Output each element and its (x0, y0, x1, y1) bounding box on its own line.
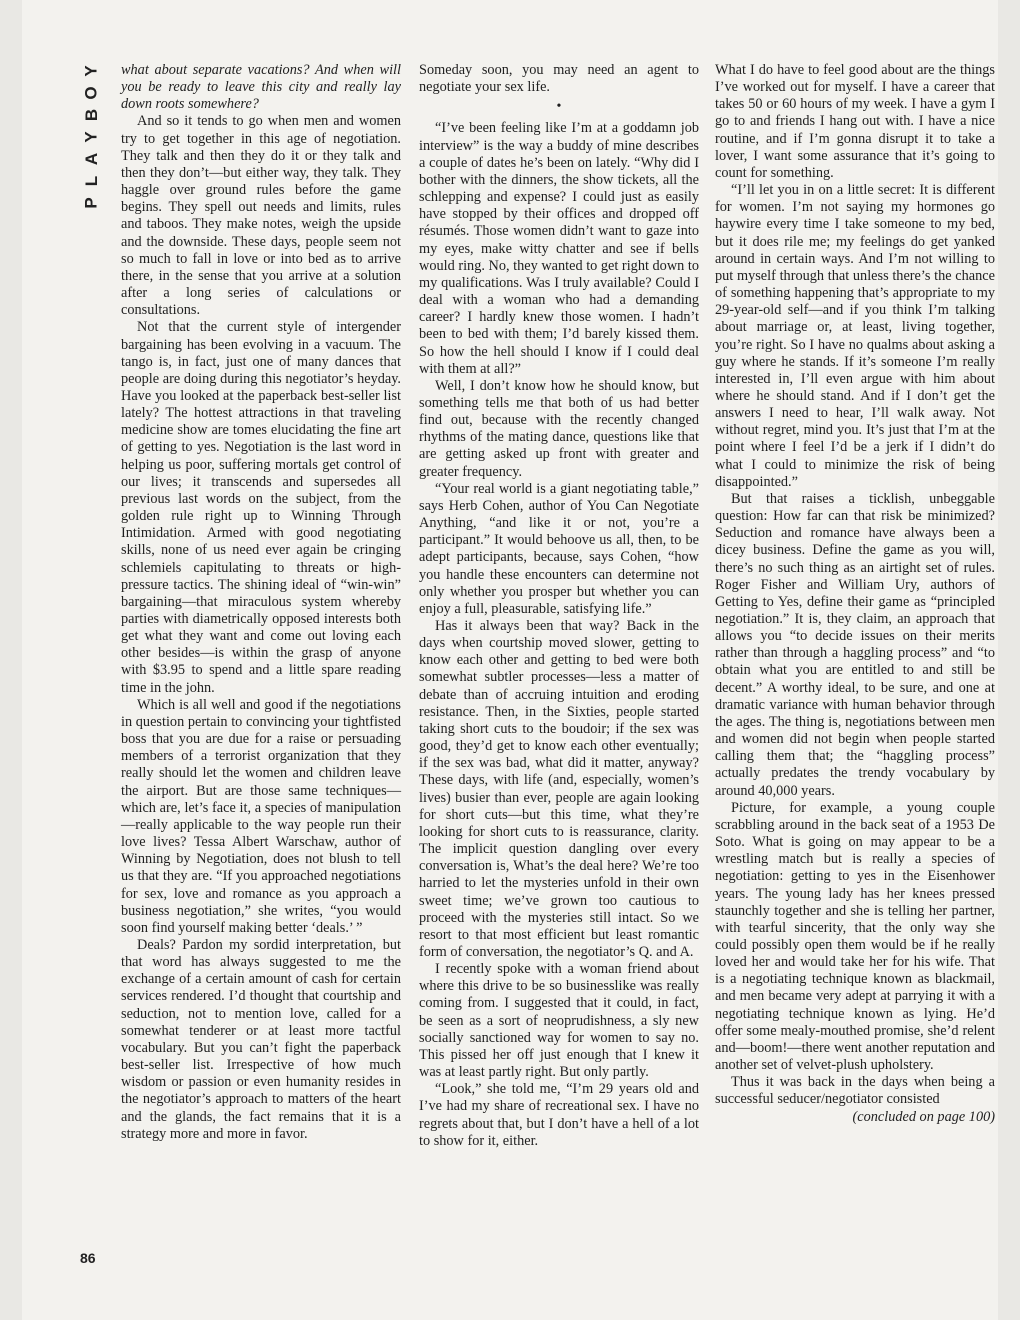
paragraph: Deals? Pardon my sordid interpretation, but that word has always suggested to me the exchange of a certain amount of cash for certain services rendered. I’d thought that courtship and seduction, not to mention love, called for a somewhat tenderer or at least more tactful vocabulary. But you can’t fight the paperback best-seller list. Irrespective of how much wisdom or passion or even humanity resides in the negotiator’s approach to matters of the heart and the glands, the fact remains that it is a strategy more and more in favor. (121, 936, 401, 1142)
masthead-letter: B (82, 108, 101, 122)
text-column-2 (419, 62, 699, 1150)
text-column-1 (121, 62, 401, 1143)
paragraph: Has it always been that way? Back in the days when courtship moved slower, getting to know each other and getting to bed were both somewhat subtler processes—less a matter of debate than of accruing intuition and eroding resistance. Then, in the Sixties, people started taking short cuts to the boudoir; if the sex was good, they’d get to know each other eventually; if the sex was bad, what did it matter, anyway? These days, with life (and, especially, women’s lives) busier than ever, people are again looking for short cuts—but this time, what they’re looking for short cuts to is reassurance, clarity. The implicit question dangling over every conversation is, What’s the deal here? We’re too harried to let the mysteries unfold in their own sweet time; we’ve grown too cautious to proceed with the mysteries still intact. So we resort to that most efficient but least romantic form of conversation, the negotiator’s Q. and A. (419, 618, 699, 960)
text-column-3 (715, 62, 995, 1126)
paragraph: I recently spoke with a woman friend about where this drive to be so businesslike was really coming from. I suggested that it could, in fact, be seen as a sort of neoprudishness, a sly new socially sanctioned way for women to say no. This pissed her off just enough that I knew it was at least partly right. But only partly. (419, 961, 699, 1081)
masthead-letter: Y (82, 65, 101, 77)
masthead-letter: O (81, 86, 101, 100)
page-number: 86 (80, 1250, 96, 1266)
paragraph: “I’ll let you in on a little secret: It is different for women. I’m not saying my hormones go haywire every time I take someone to my bed, but it does rile me; my feelings do get yanked around in certain ways. And I’m not willing to put myself through that unless there’s the chance of something happening that’s appropriate to my 29-year-old self—and if you think I’m talking about marriage or, at least, living together, you’re right. So I have no qualms about asking a guy where he stands. If it’s someone I’m really interested in, I’ll even argue with him about where he should stand. And if I don’t get the answers I need to hear, I’ll walk away. Not without regret, mind you. It’s just that I’m at the point where I feel I’d be a jerk if I didn’t do what I could to minimize the risk of being disappointed.” (715, 182, 995, 490)
masthead-letter: Y (82, 131, 101, 143)
paragraph: what about separate vacations? And when will you be ready to leave this city and really lay down roots somewhere? (121, 62, 401, 113)
paragraph: And so it tends to go when men and women try to get together in this age of negotiation. They talk and then they do it or they talk and then they don’t—but either way, they talk. They haggle over ground rules before the game begins. They spell out needs and limits, rules and taboos. They make notes, weigh the upside and the downside. These days, people seem not so much to fall in love or into bed as to arrive there, in the sense that you arrive at a solution after a long series of calculations or consultations. (121, 113, 401, 319)
masthead-letter: P (82, 197, 101, 209)
paragraph: Someday soon, you may need an agent to negotiate your sex life. (419, 62, 699, 96)
masthead-vertical (80, 60, 104, 214)
paragraph: “I’ve been feeling like I’m at a goddamn job interview” is the way a buddy of mine describes a couple of dates he’s been on lately. “Why did I bother with the dinners, the show tickets, all the schlepping and expense? I could just as easily have stopped by their offices and dropped off résumés. Those women didn’t want to gaze into my eyes, make witty chatter and see if bells would ring. No, they wanted to get right down to my qualifications. Was I truly available? Could I deal with a woman who had a demanding career? I hardly knew those women. I hadn’t been to bed with them; I’d barely kissed them. So how the hell should I know if I could deal with them at all?” (419, 120, 699, 377)
section-break-bullet: • (556, 99, 562, 115)
masthead-letter: L (81, 175, 101, 187)
magazine-page (22, 0, 998, 1320)
paragraph: What I do have to feel good about are the things I’ve worked out for myself. I have a career that takes 50 or 60 hours of my week. I have a gym I go to and friends I hang out with. I have a nice routine, and if I’m gonna disrupt it to take a lover, I want some assurance that it’s going to count for something. (715, 62, 995, 181)
continued-note: (concluded on page 100) (852, 1108, 995, 1125)
paragraph: “Your real world is a giant negotiating table,” says Herb Cohen, author of You Can Negotiate Anything, “and like it or not, you’re a participant.” It would behoove us all, then, to be adept participants, because, says Cohen, “how you handle these encounters can determine not only whether you prosper but whether you can enjoy a full, pleasurable, satisfying life.” (419, 480, 699, 617)
masthead-letter: A (82, 152, 101, 166)
paragraph: Well, I don’t know how he should know, but something tells me that both of us had better find out, because with the recently changed rhythms of the mating dance, questions like that are getting asked up front with greater and greater frequency. (419, 377, 699, 480)
paragraph: Picture, for example, a young couple scrabbling around in the back seat of a 1953 De Soto. What is going on may appear to be a wrestling match but is really a species of negotiation: getting to yes in the Eisenhower years. The young lady has her knees pressed staunchly together and she is telling her partner, with tearful sincerity, that the only way she could possibly open them would be if he really loved her and would take her for his wife. That is a negotiating technique known as blackmail, and men became very adept at parrying it with a negotiating technique known as lying. He’d offer some mealy-mouthed promise, she’d relent and—boom!—there went another reputation and another set of velvet-plush upholstery. (715, 799, 995, 1074)
paragraph: “Look,” she told me, “I’m 29 years old and I’ve had my share of recreational sex. I have no regrets about that, but I don’t have a hell of a lot to show for it, either. (419, 1081, 699, 1149)
paragraph: Thus it was back in the days when being a successful seducer/negotiator consisted (715, 1074, 995, 1108)
paragraph: Which is all well and good if the negotiations in question pertain to convincing your tightfisted boss that you are due for a raise or persuading members of a terrorist organization that they really should let the women and children leave the airport. But are those same techniques—which are, let’s face it, a species of manipulation—really applicable to the way people run their love lives? Tessa Albert Warschaw, author of Winning by Negotiation, does not blush to tell us that they are. “If you approached negotiations for sex, love and romance as you approach a business negotiation,” she writes, “you would soon find yourself making better ‘deals.’ ” (121, 696, 401, 936)
paragraph: But that raises a ticklish, unbeggable question: How far can that risk be minimized? Seduction and romance have always been a dicey business. Define the game as you will, there’s no such thing as an airtight set of rules. Roger Fisher and William Ury, authors of Getting to Yes, define their game as “principled negotiation.” It is, they claim, an approach that allows you “to decide issues on their merits rather than through a haggling process” and “to obtain what you are entitled to and still be decent.” A worthy ideal, to be sure, and one at dramatic variance with human behavior through the ages. The thing is, negotiations between men and women did not begin when people started calling them that; the “haggling process” actually predates the trendy vocabulary by around 40,000 years. (715, 490, 995, 799)
paragraph: Not that the current style of intergender bargaining has been evolving in a vacuum. The tango is, in fact, just one of many dances that people are doing during this negotiator’s heyday. Have you looked at the paperback best-seller list lately? The hottest attractions in that traveling medicine show are tomes elucidating the fine art of getting to yes. Negotiation is the last word in helping us poor, suffering mortals get control of our lives; it transcends and supersedes all previous last words on the subject, from the golden rule right up to Winning Through Intimidation. Armed with good negotiating skills, none of us need ever again be cringing schlemiels capitulating to threats or high-pressure tactics. The shining ideal of “win-win” bargaining—that miraculous system whereby parties with diametrically opposed interests both get what they want and come out loving each other besides—is within the grasp of anyone with $3.95 to spend and a little spare reading time in the john. (121, 319, 401, 696)
